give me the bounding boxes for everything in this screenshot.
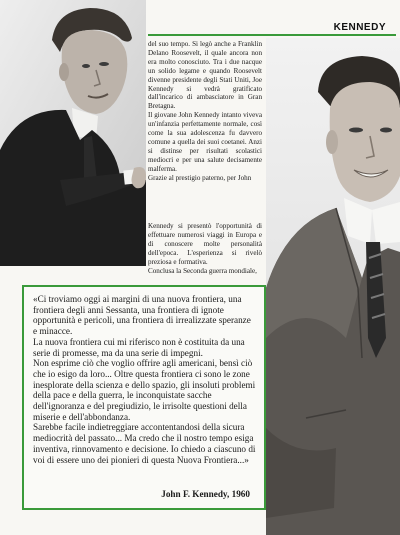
quote-attribution: John F. Kennedy, 1960 — [161, 489, 250, 499]
section-header: KENNEDY — [333, 22, 386, 33]
article-column-middle: Kennedy si presentò l'opportunità di effettuare numerosi viaggi in Europa e di conoscere molte personalità dell'epoca. L'esperienza si rivelò preziosa e formativa. Conclusa la Seconda guerra mondiale, — [148, 222, 262, 275]
header-rule — [148, 34, 396, 36]
jfk-speaking-photo — [0, 0, 146, 266]
quote-box — [22, 285, 266, 510]
quote-text: «Ci troviamo oggi ai margini di una nuova frontiera, una frontiera degli anni Sessanta, una frontiera di ignote opportunità e pericoli, una frontiera di irrealizzate speranze e minacce. La nuova frontiera cui mi riferisco non è costituita da una serie di promesse, ma da una serie di impegni. Non esprime ciò che voglio offrire agli americani, bensì ciò che io esigo da loro... Oltre questa frontiera ci sono le zone inesplorate della scienza e dello spazio, gli insoluti problemi della pace e della guerra, le inconquistate sacche dell'ignoranza e del pregiudizio, le irrisolte questioni della miserie e dell'abbondanza. Sarebbe facile indietreggiare accontentandosi della sicura mediocrità del passato... Ma credo che il nostro tempo esiga inventiva, rinnovamento e decisione. Io chiedo a ciascuno di voi di essere uno dei pionieri di questa Nuova Frontiera...» — [33, 294, 256, 465]
jfk-portrait-photo — [266, 38, 400, 535]
article-column-top: del suo tempo. Si legò anche a Franklin Delano Roosevelt, il quale ancora non era molto conosciuto. Tra i due nacque un solido legame e quando Roosevelt divenne presidente degli Stati Uniti, Joe Kennedy si vedrà gratificato dall'incarico di ambasciatore in Gran Bretagna. Il giovane John Kennedy intanto viveva un'infanzia perfettamente normale, così come la sua adolescenza fu davvero comune a quella dei suoi coetanei. Anzi si distinse per risultati scolastici mediocri e per una salute decisamente malferma. Grazie al prestigio paterno, per John — [148, 40, 262, 182]
